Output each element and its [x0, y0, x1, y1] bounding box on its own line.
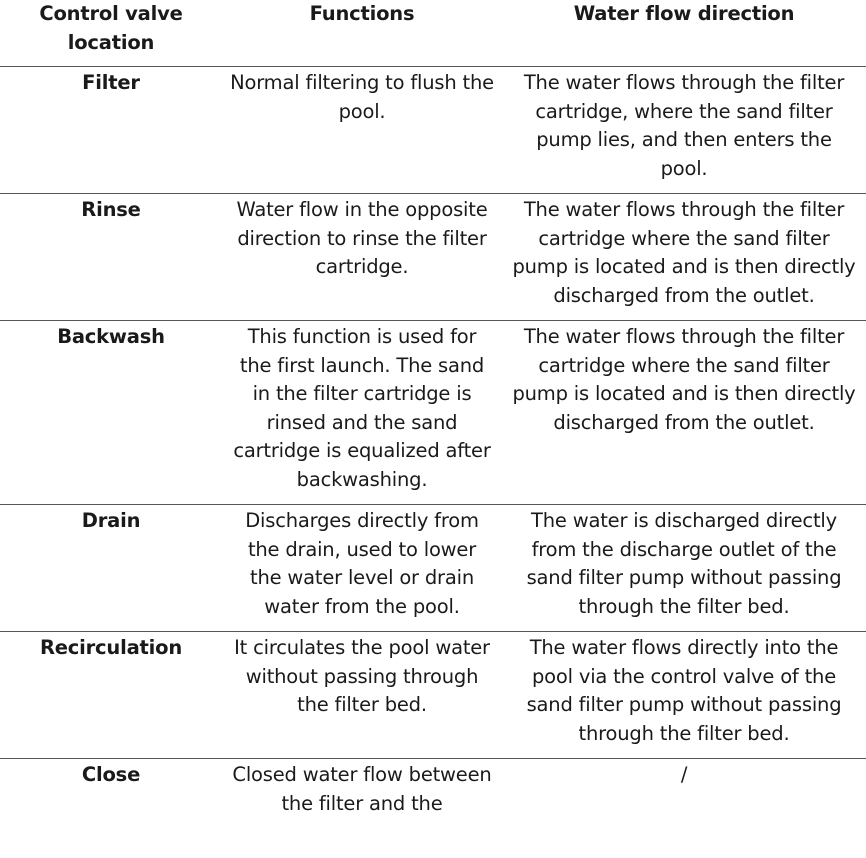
table-row [0, 194, 866, 321]
flow-direction-cell: / [502, 759, 866, 858]
header-row [0, 0, 866, 67]
flow-direction-cell: The water flows through the filter cartridge where the sand filter pump is located and is then directly discharged from the outlet. [502, 321, 866, 505]
flow-direction-cell: The water flows through the filter cartridge where the sand filter pump is located and is then directly discharged from the outlet. [502, 194, 866, 321]
function-cell: Closed water flow between the filter and the [222, 759, 502, 858]
valve-location-cell: Rinse [0, 194, 222, 321]
function-cell: It circulates the pool water without passing through the filter bed. [222, 632, 502, 759]
table-body [0, 67, 866, 858]
table-row [0, 67, 866, 194]
function-cell: Water flow in the opposite direction to rinse the filter cartridge. [222, 194, 502, 321]
table-row [0, 632, 866, 759]
valve-location-cell: Drain [0, 505, 222, 632]
table-row [0, 505, 866, 632]
function-cell: Discharges directly from the drain, used to lower the water level or drain water from the pool. [222, 505, 502, 632]
valve-location-cell: Close [0, 759, 222, 858]
header-water-flow-direction: Water flow direction [502, 0, 866, 67]
flow-direction-cell: The water is discharged directly from the discharge outlet of the sand filter pump without passing through the filter bed. [502, 505, 866, 632]
flow-direction-cell: The water flows directly into the pool via the control valve of the sand filter pump without passing through the filter bed. [502, 632, 866, 759]
table-row [0, 759, 866, 858]
table-row [0, 321, 866, 505]
header-functions: Functions [222, 0, 502, 67]
function-cell: This function is used for the first launch. The sand in the filter cartridge is rinsed and the sand cartridge is equalized after backwashing. [222, 321, 502, 505]
flow-direction-cell: The water flows through the filter cartridge, where the sand filter pump lies, and then enters the pool. [502, 67, 866, 194]
valve-location-cell: Backwash [0, 321, 222, 505]
table-header [0, 0, 866, 67]
function-cell: Normal filtering to flush the pool. [222, 67, 502, 194]
valve-location-cell: Filter [0, 67, 222, 194]
valve-location-cell: Recirculation [0, 632, 222, 759]
header-control-valve-location: Control valve location [0, 0, 222, 67]
